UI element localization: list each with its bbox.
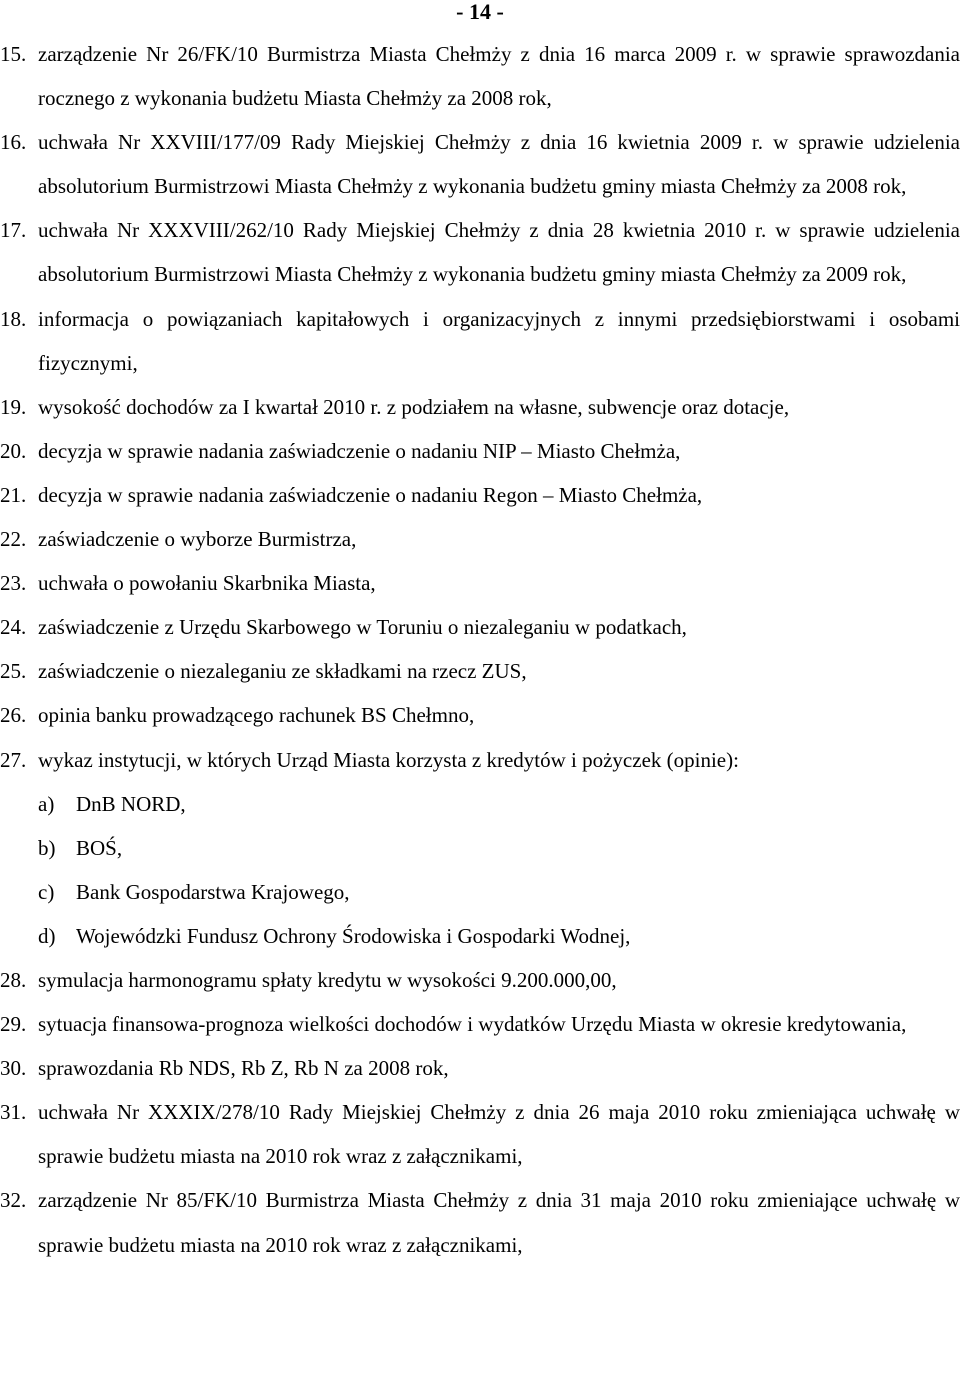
list-item-text: decyzja w sprawie nadania zaświadczenie o nadaniu Regon – Miasto Chełmża, <box>38 482 703 507</box>
list-item-number: 20. <box>0 438 27 463</box>
list-item <box>0 208 960 296</box>
sub-list-item <box>0 914 960 958</box>
sub-list-item-letter: d) <box>38 923 56 948</box>
list-item-text: uchwała Nr XXXIX/278/10 Rady Miejskiej Chełmży z dnia 26 maja 2010 roku zmieniająca uchwałę w sprawie budżetu miasta na 2010 rok wraz z załącznikami, <box>38 1100 960 1169</box>
list-item <box>0 1046 960 1090</box>
list-item <box>0 605 960 649</box>
list-item <box>0 738 960 782</box>
page-number: - 14 - <box>456 0 504 24</box>
sub-list-item-letter: b) <box>38 835 56 860</box>
list-item-number: 18. <box>0 306 27 331</box>
list-item <box>0 1090 960 1178</box>
list-item-text: sprawozdania Rb NDS, Rb Z, Rb N za 2008 rok, <box>38 1056 449 1081</box>
list-item-text: opinia banku prowadzącego rachunek BS Chełmno, <box>38 703 475 728</box>
list-item-number: 31. <box>0 1100 27 1125</box>
list-item-number: 17. <box>0 218 27 243</box>
list-item <box>0 120 960 208</box>
list-item-text: wysokość dochodów za I kwartał 2010 r. z podziałem na własne, subwencje oraz dotacje, <box>38 394 790 419</box>
sub-list-item-text: BOŚ, <box>76 835 123 860</box>
list-item <box>0 32 960 120</box>
list-item-text: uchwała Nr XXXVIII/262/10 Rady Miejskiej Chełmży z dnia 28 kwietnia 2010 r. w sprawie udzielenia absolutorium Burmistrzowi Miasta Chełmży z wykonania budżetu gminy miasta Chełmży za 2009 rok, <box>38 218 960 287</box>
list-item <box>0 297 960 385</box>
list-item-text: zarządzenie Nr 26/FK/10 Burmistrza Miasta Chełmży z dnia 16 marca 2009 r. w sprawie sprawozdania rocznego z wykonania budżetu Miasta Chełmży za 2008 rok, <box>38 42 960 111</box>
list-item-text: symulacja harmonogramu spłaty kredytu w wysokości 9.200.000,00, <box>38 967 617 992</box>
list-item-number: 25. <box>0 659 27 684</box>
list-item-number: 21. <box>0 482 27 507</box>
sub-list-item-text: Wojewódzki Fundusz Ochrony Środowiska i Gospodarki Wodnej, <box>76 923 631 948</box>
list-item <box>0 958 960 1002</box>
list-item <box>0 1178 960 1266</box>
list-item-text: zaświadczenie o niezaleganiu ze składkami na rzecz ZUS, <box>38 659 527 684</box>
list-item-number: 32. <box>0 1188 27 1213</box>
list-item <box>0 385 960 429</box>
list-item-text: uchwała o powołaniu Skarbnika Miasta, <box>38 571 376 596</box>
list-item <box>0 473 960 517</box>
list-item-number: 26. <box>0 703 27 728</box>
sub-list-item-letter: c) <box>38 879 55 904</box>
sub-list-item-letter: a) <box>38 791 55 816</box>
list-item <box>0 429 960 473</box>
sub-list-item-text: Bank Gospodarstwa Krajowego, <box>76 879 350 904</box>
sub-list-item-text: DnB NORD, <box>76 791 186 816</box>
list-item-number: 16. <box>0 130 27 155</box>
list-item-text: zaświadczenie z Urzędu Skarbowego w Toruniu o niezaleganiu w podatkach, <box>38 615 687 640</box>
list-item <box>0 517 960 561</box>
list-item-text: informacja o powiązaniach kapitałowych i organizacyjnych z innymi przedsiębiorstwami i osobami fizycznymi, <box>38 306 960 375</box>
list-item-number: 15. <box>0 42 27 66</box>
sub-list-item <box>0 782 960 826</box>
list-item-number: 28. <box>0 967 27 992</box>
list-item-text: sytuacja finansowa-prognoza wielkości dochodów i wydatków Urzędu Miasta w okresie kredytowania, <box>38 1012 907 1037</box>
sub-list-item <box>0 826 960 870</box>
list-item-text: decyzja w sprawie nadania zaświadczenie o nadaniu NIP – Miasto Chełmża, <box>38 438 681 463</box>
document-list <box>0 32 960 1267</box>
list-item-text: uchwała Nr XXVIII/177/09 Rady Miejskiej Chełmży z dnia 16 kwietnia 2009 r. w sprawie udzielenia absolutorium Burmistrzowi Miasta Chełmży z wykonania budżetu gminy miasta Chełmży za 2008 rok, <box>38 130 960 199</box>
list-item <box>0 693 960 737</box>
list-item-number: 23. <box>0 571 27 596</box>
list-item <box>0 649 960 693</box>
list-item <box>0 561 960 605</box>
list-item-text: wykaz instytucji, w których Urząd Miasta korzysta z kredytów i pożyczek (opinie): <box>38 747 739 772</box>
list-item-number: 27. <box>0 747 27 772</box>
sub-list-item <box>0 870 960 914</box>
list-item-text: zarządzenie Nr 85/FK/10 Burmistrza Miasta Chełmży z dnia 31 maja 2010 roku zmieniające uchwałę w sprawie budżetu miasta na 2010 rok wraz z załącznikami, <box>38 1188 960 1257</box>
list-item-text: zaświadczenie o wyborze Burmistrza, <box>38 527 357 552</box>
list-item-number: 30. <box>0 1056 27 1081</box>
list-item <box>0 1002 960 1046</box>
list-item-number: 29. <box>0 1012 27 1037</box>
list-item-number: 22. <box>0 527 27 552</box>
list-item-number: 24. <box>0 615 27 640</box>
list-item-number: 19. <box>0 394 27 419</box>
